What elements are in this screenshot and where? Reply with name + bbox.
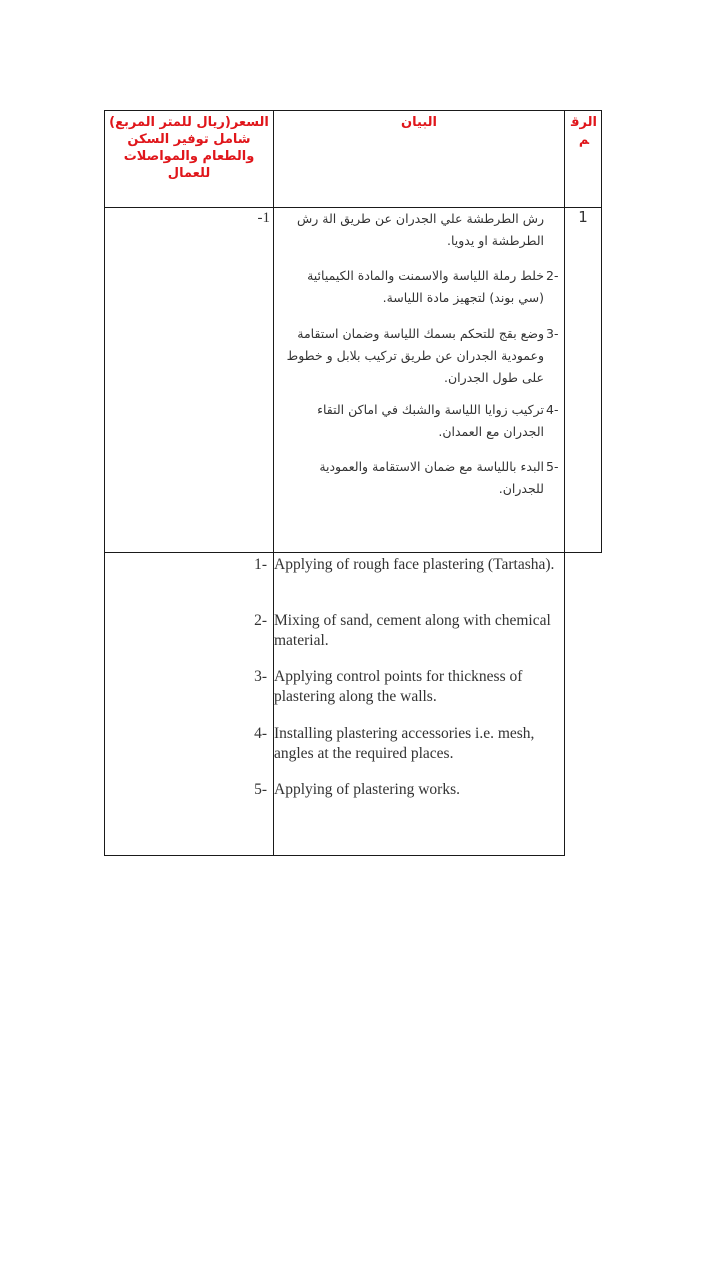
arabic-item [280,399,562,443]
table-left-border [104,110,105,856]
arabic-item [280,208,562,252]
arabic-item-number [546,208,562,252]
english-item-number: 3- [254,668,267,685]
arabic-price-mark: -1 [257,210,270,226]
arabic-item-text: البدء باللياسة مع ضمان الاستقامة والعمودية للجدران. [319,459,544,496]
english-item-number: 1- [254,556,267,573]
english-item-number: 5- [254,781,267,798]
arabic-item-number: 4- [546,402,559,417]
arabic-item-number: 2- [546,268,559,283]
arabic-item [280,456,562,500]
table-top-border [104,110,602,111]
price-column-header: السعر(ريال للمتر المربع) شامل توفير السكن والطعام والمواصلات للعمال [109,115,269,181]
english-item [200,611,562,651]
arabic-item-text: رش الطرطشة علي الجدران عن طريق الة رش الطرطشة او يدويا. [297,211,544,248]
table-bottom-border [104,855,565,856]
english-item-number: 4- [254,725,267,742]
english-item [200,780,562,800]
english-item-text: Applying of plastering works. [274,781,460,798]
arabic-item-number: 3- [546,326,559,341]
description-column-header: البيان [401,115,437,130]
english-item-text: Mixing of sand, cement along with chemical material. [274,612,551,649]
row-number: 1 [578,208,588,226]
arabic-item-text: تركيب زوايا اللياسة والشبك في اماكن التقاء الجدران مع العمدان. [317,402,544,439]
arabic-item-number: 5- [546,459,559,474]
description-column-divider [564,110,565,856]
table-right-border [601,110,602,553]
english-item-text: Installing plastering accessories i.e. mesh, angles at the required places. [274,725,535,762]
arabic-item [280,323,562,389]
number-column-header: الرقم [571,115,597,148]
arabic-section-bottom-border [104,552,602,553]
english-item [200,667,562,707]
english-item-text: Applying control points for thickness of plastering along the walls. [274,668,523,705]
english-item-number: 2- [254,612,267,629]
arabic-item-text: خلط رملة اللياسة والاسمنت والمادة الكيميائية (سي بوند) لتجهيز مادة اللياسة. [307,268,544,305]
arabic-item [280,265,562,309]
english-item [200,724,562,764]
english-item-text: Applying of rough face plastering (Tartasha). [274,556,555,573]
arabic-item-text: وضع بقج للتحكم بسمك اللياسة وضمان استقامة وعمودية الجدران عن طريق تركيب بلابل و خطوط على طول الجدران. [286,326,544,385]
english-item [200,555,562,575]
